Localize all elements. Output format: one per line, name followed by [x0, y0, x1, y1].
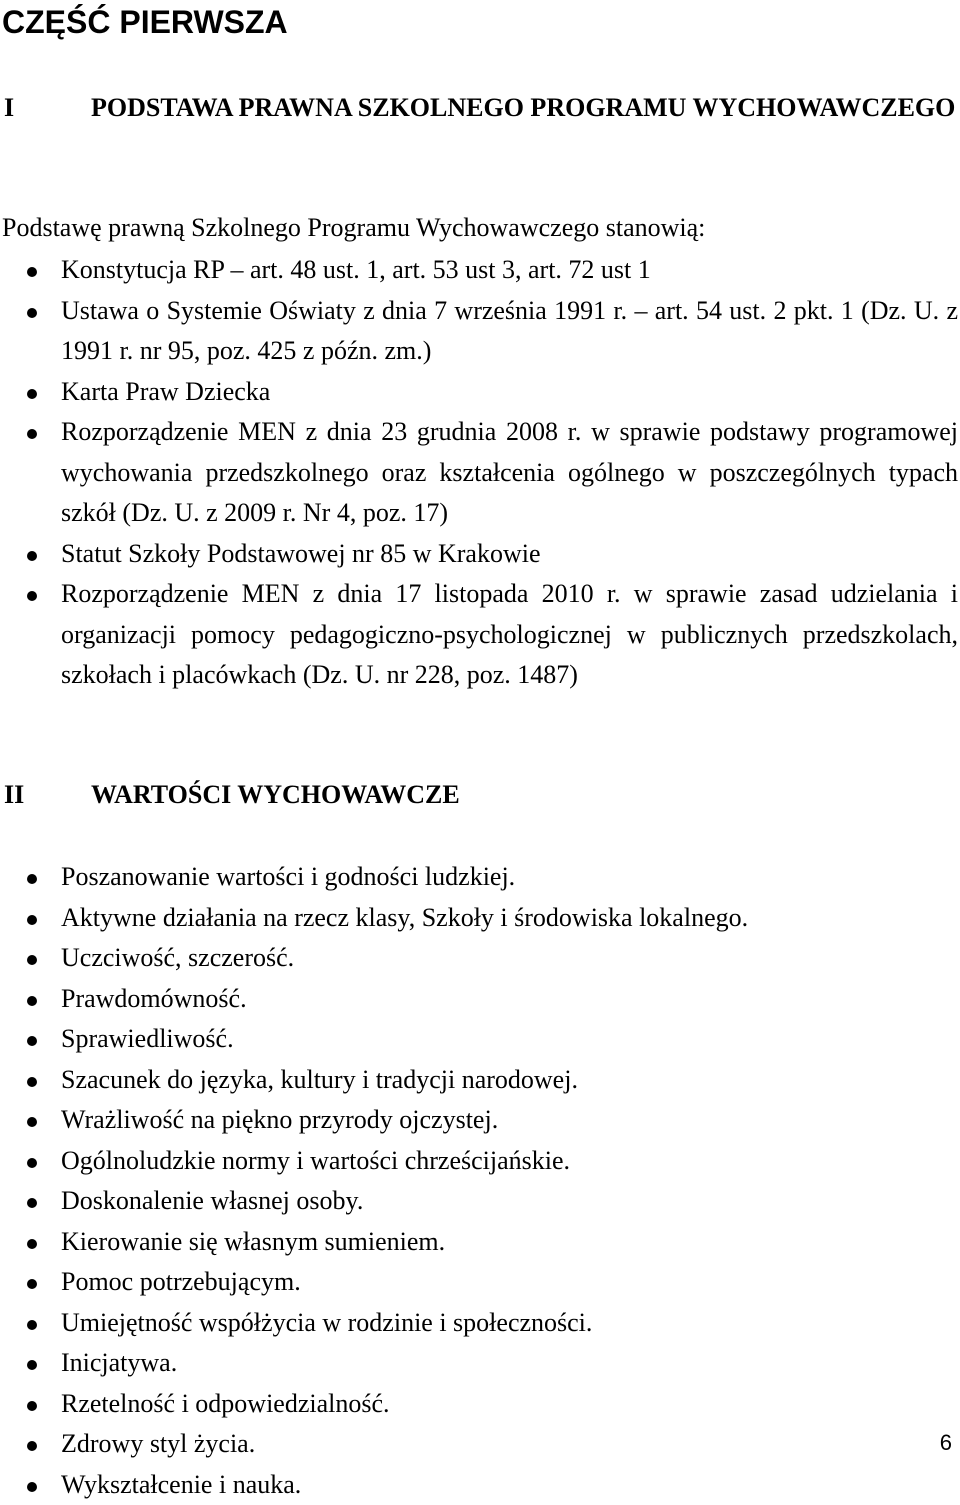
- list-item-text: Rozporządzenie MEN z dnia 23 grudnia 2008 r. w sprawie podstawy programowej wychowania przedszkolnego oraz kształcenia ogólnego w poszczególnych typach szkół (Dz. U. z 2009 r. Nr 4, poz. 17): [61, 412, 958, 534]
- page-number: 6: [940, 1428, 952, 1458]
- bullet-icon: [27, 1320, 37, 1330]
- bullet-icon: [27, 429, 37, 439]
- part-title: CZĘŚĆ PIERWSZA: [2, 2, 288, 42]
- list-item-text: Statut Szkoły Podstawowej nr 85 w Krakowie: [61, 534, 958, 575]
- bullet-icon: [27, 1117, 37, 1127]
- bullet-icon: [27, 551, 37, 561]
- bullet-icon: [27, 1279, 37, 1289]
- list-item: [0, 412, 958, 534]
- bullet-icon: [27, 1077, 37, 1087]
- section-1-title: PODSTAWA PRAWNA SZKOLNEGO PROGRAMU WYCHOWAWCZEGO: [91, 88, 958, 128]
- section-2-number: II: [4, 775, 24, 815]
- section-2-title: WARTOŚCI WYCHOWAWCZE: [91, 775, 958, 815]
- list-item-text: Pomoc potrzebującym.: [61, 1267, 301, 1296]
- list-item-text: Ogólnoludzkie normy i wartości chrześcijańskie.: [61, 1146, 570, 1175]
- list-item-text: Umiejętność współżycia w rodzinie i społeczności.: [61, 1308, 592, 1337]
- bullet-icon: [27, 267, 37, 277]
- bullet-icon: [27, 996, 37, 1006]
- bullet-icon: [27, 1158, 37, 1168]
- bullet-icon: [27, 955, 37, 965]
- list-item: [0, 534, 958, 575]
- list-item-text: Aktywne działania na rzecz klasy, Szkoły i środowiska lokalnego.: [61, 903, 748, 932]
- list-item: [0, 1019, 958, 1060]
- list-item: [0, 291, 958, 372]
- list-item: [0, 938, 958, 979]
- list-item: [0, 1424, 958, 1465]
- list-item-text: Wykształcenie i nauka.: [61, 1470, 301, 1499]
- section-1-intro: Podstawę prawną Szkolnego Programu Wychowawczego stanowią:: [2, 208, 705, 248]
- list-item: [0, 1384, 958, 1425]
- section-1-number: I: [4, 88, 14, 128]
- list-item: [0, 1262, 958, 1303]
- list-item: [0, 1465, 958, 1505]
- list-item-text: Zdrowy styl życia.: [61, 1429, 255, 1458]
- list-item: [0, 1222, 958, 1263]
- list-item-text: Uczciwość, szczerość.: [61, 943, 294, 972]
- list-item: [0, 857, 958, 898]
- legal-basis-list: [0, 250, 958, 696]
- list-item-text: Rzetelność i odpowiedzialność.: [61, 1389, 390, 1418]
- bullet-icon: [27, 1401, 37, 1411]
- list-item-text: Sprawiedliwość.: [61, 1024, 234, 1053]
- list-item: [0, 250, 958, 291]
- bullet-icon: [27, 1360, 37, 1370]
- list-item-text: Konstytucja RP – art. 48 ust. 1, art. 53 ust 3, art. 72 ust 1: [61, 250, 958, 291]
- list-item: [0, 1181, 958, 1222]
- bullet-icon: [27, 1198, 37, 1208]
- bullet-icon: [27, 874, 37, 884]
- list-item: [0, 1100, 958, 1141]
- list-item: [0, 1060, 958, 1101]
- list-item-text: Inicjatywa.: [61, 1348, 177, 1377]
- list-item: [0, 574, 958, 696]
- list-item-text: Rozporządzenie MEN z dnia 17 listopada 2010 r. w sprawie zasad udzielania i organizacji pomocy pedagogiczno-psychologicznej w publicznych przedszkolach, szkołach i placówkach (Dz. U. nr 228, poz. 1487): [61, 574, 958, 696]
- list-item-text: Doskonalenie własnej osoby.: [61, 1186, 363, 1215]
- bullet-icon: [27, 308, 37, 318]
- list-item-text: Wrażliwość na piękno przyrody ojczystej.: [61, 1105, 498, 1134]
- bullet-icon: [27, 1036, 37, 1046]
- bullet-icon: [27, 1441, 37, 1451]
- bullet-icon: [27, 915, 37, 925]
- list-item: [0, 1141, 958, 1182]
- list-item: [0, 1303, 958, 1344]
- list-item: [0, 1343, 958, 1384]
- bullet-icon: [27, 1239, 37, 1249]
- list-item: [0, 898, 958, 939]
- list-item-text: Poszanowanie wartości i godności ludzkiej.: [61, 862, 515, 891]
- list-item-text: Szacunek do języka, kultury i tradycji narodowej.: [61, 1065, 578, 1094]
- list-item: [0, 372, 958, 413]
- list-item-text: Prawdomówność.: [61, 984, 247, 1013]
- list-item: [0, 979, 958, 1020]
- list-item-text: Kierowanie się własnym sumieniem.: [61, 1227, 445, 1256]
- list-item-text: Ustawa o Systemie Oświaty z dnia 7 września 1991 r. – art. 54 ust. 2 pkt. 1 (Dz. U. z 1991 r. nr 95, poz. 425 z późn. zm.): [61, 291, 958, 372]
- bullet-icon: [27, 591, 37, 601]
- bullet-icon: [27, 389, 37, 399]
- list-item-text: Karta Praw Dziecka: [61, 372, 958, 413]
- values-list: [0, 857, 958, 1505]
